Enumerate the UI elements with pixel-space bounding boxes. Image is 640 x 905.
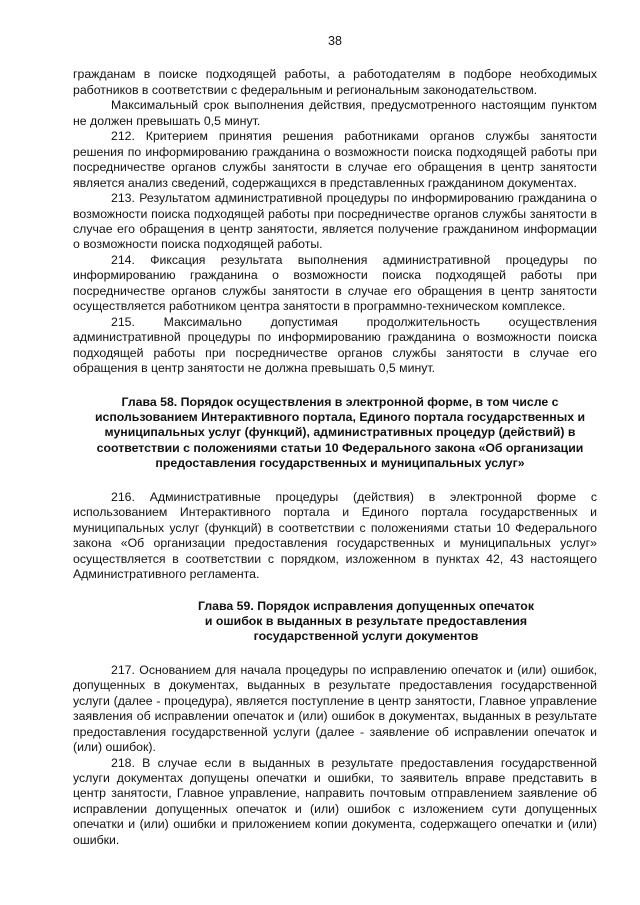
heading-line: Глава 58. Порядок осуществления в электронной форме, в том числе с: [121, 394, 559, 409]
heading-line: соответствии с положениями статьи 10 Федерального закона «Об организации: [96, 440, 584, 455]
heading-line: предоставления государственных и муниципальных услуг»: [155, 456, 525, 471]
paragraph-213: 213. Результатом административной процедуры по информированию гражданина о возможности поиска подходящей работы при посредничестве органов службы занятости в случае его обращения в центр занятости, является получение гражданином информации о возможности поиска подходящей работы.: [73, 191, 597, 252]
heading-line: Глава 59. Порядок исправления допущенных опечаток: [198, 598, 534, 613]
paragraph-216: 216. Административные процедуры (действия) в электронной форме с использованием Интерактивного портала и Единого портала государственных и муниципальных услуг (функций) в соответствии с положениями статьи 10 Федерального закона «Об организации предоставления государственных и муниципальных услуг» осуществляется в соответствии с порядком, изложенном в пунктах 42, 43 настоящего Административного регламента.: [73, 489, 597, 582]
paragraph-214: 214. Фиксация результата выполнения административной процедуры по информированию гражданина о возможности поиска подходящей работы при посредничестве органов службы занятости в случае его обращения в центр занятости осуществляется работником центра занятости в программно-техническом комплексе.: [73, 252, 597, 314]
top-section: [73, 67, 597, 376]
heading-line: муниципальных услуг (функций), административных процедур (действий) в: [104, 425, 576, 440]
heading-line: и ошибок в выданных в результате предоставления: [204, 613, 528, 628]
paragraph-max-time: Максимальный срок выполнения действия, предусмотренного настоящим пунктом не должен превышать 0,5 минут.: [73, 98, 597, 128]
paragraph-217: 217. Основанием для начала процедуры по исправлению опечаток и (или) ошибок, допущенных в документах, выданных в результате предоставления государственной услуги (далее - процедура), является поступление в центр занятости, Главное управление заявления об исправлении опечаток и (или) ошибок в документах, выданных в результате предоставления государственной услуги (далее - заявление об исправлении опечаток и (или) ошибок).: [73, 662, 597, 755]
heading-line: использованием Интерактивного портала, Единого портала государственных и: [94, 409, 586, 424]
paragraph-218: 218. В случае если в выданных в результате предоставления государственной услуги документах допущены опечатки и ошибки, то заявитель вправе представить в центр занятости, Главное управление, направить почтовым отправлением заявление об исправлении допущенных опечаток и (или) ошибок с изложением сути допущенных опечатки и (или) ошибки и приложением копии документа, содержащего опечатки и (или) ошибки.: [73, 755, 597, 847]
chapter-58-heading: [73, 395, 597, 472]
paragraph-continuation: гражданам в поиске подходящей работы, а работодателям в подборе необходимых работников в соответствии с федеральным и региональным законодательством.: [73, 67, 597, 97]
paragraph-215: 215. Максимально допустимая продолжительность осуществления административной процедуры по информированию гражданина о возможности поиска подходящей работы при посредничестве органов службы занятости в случае его обращения в центр занятости не должна превышать 0,5 минут.: [73, 314, 597, 376]
page-number: 38: [328, 34, 342, 48]
chapter-59-heading: [73, 599, 597, 645]
heading-line: государственной услуги документов: [253, 629, 479, 644]
paragraph-212: 212. Критерием принятия решения работниками органов службы занятости решения по информированию гражданина о возможности поиска подходящей работы при посредничестве органов службы занятости в случае его обращения в центр занятости является анализ сведений, содержащихся в представленных гражданином документах.: [73, 129, 597, 190]
